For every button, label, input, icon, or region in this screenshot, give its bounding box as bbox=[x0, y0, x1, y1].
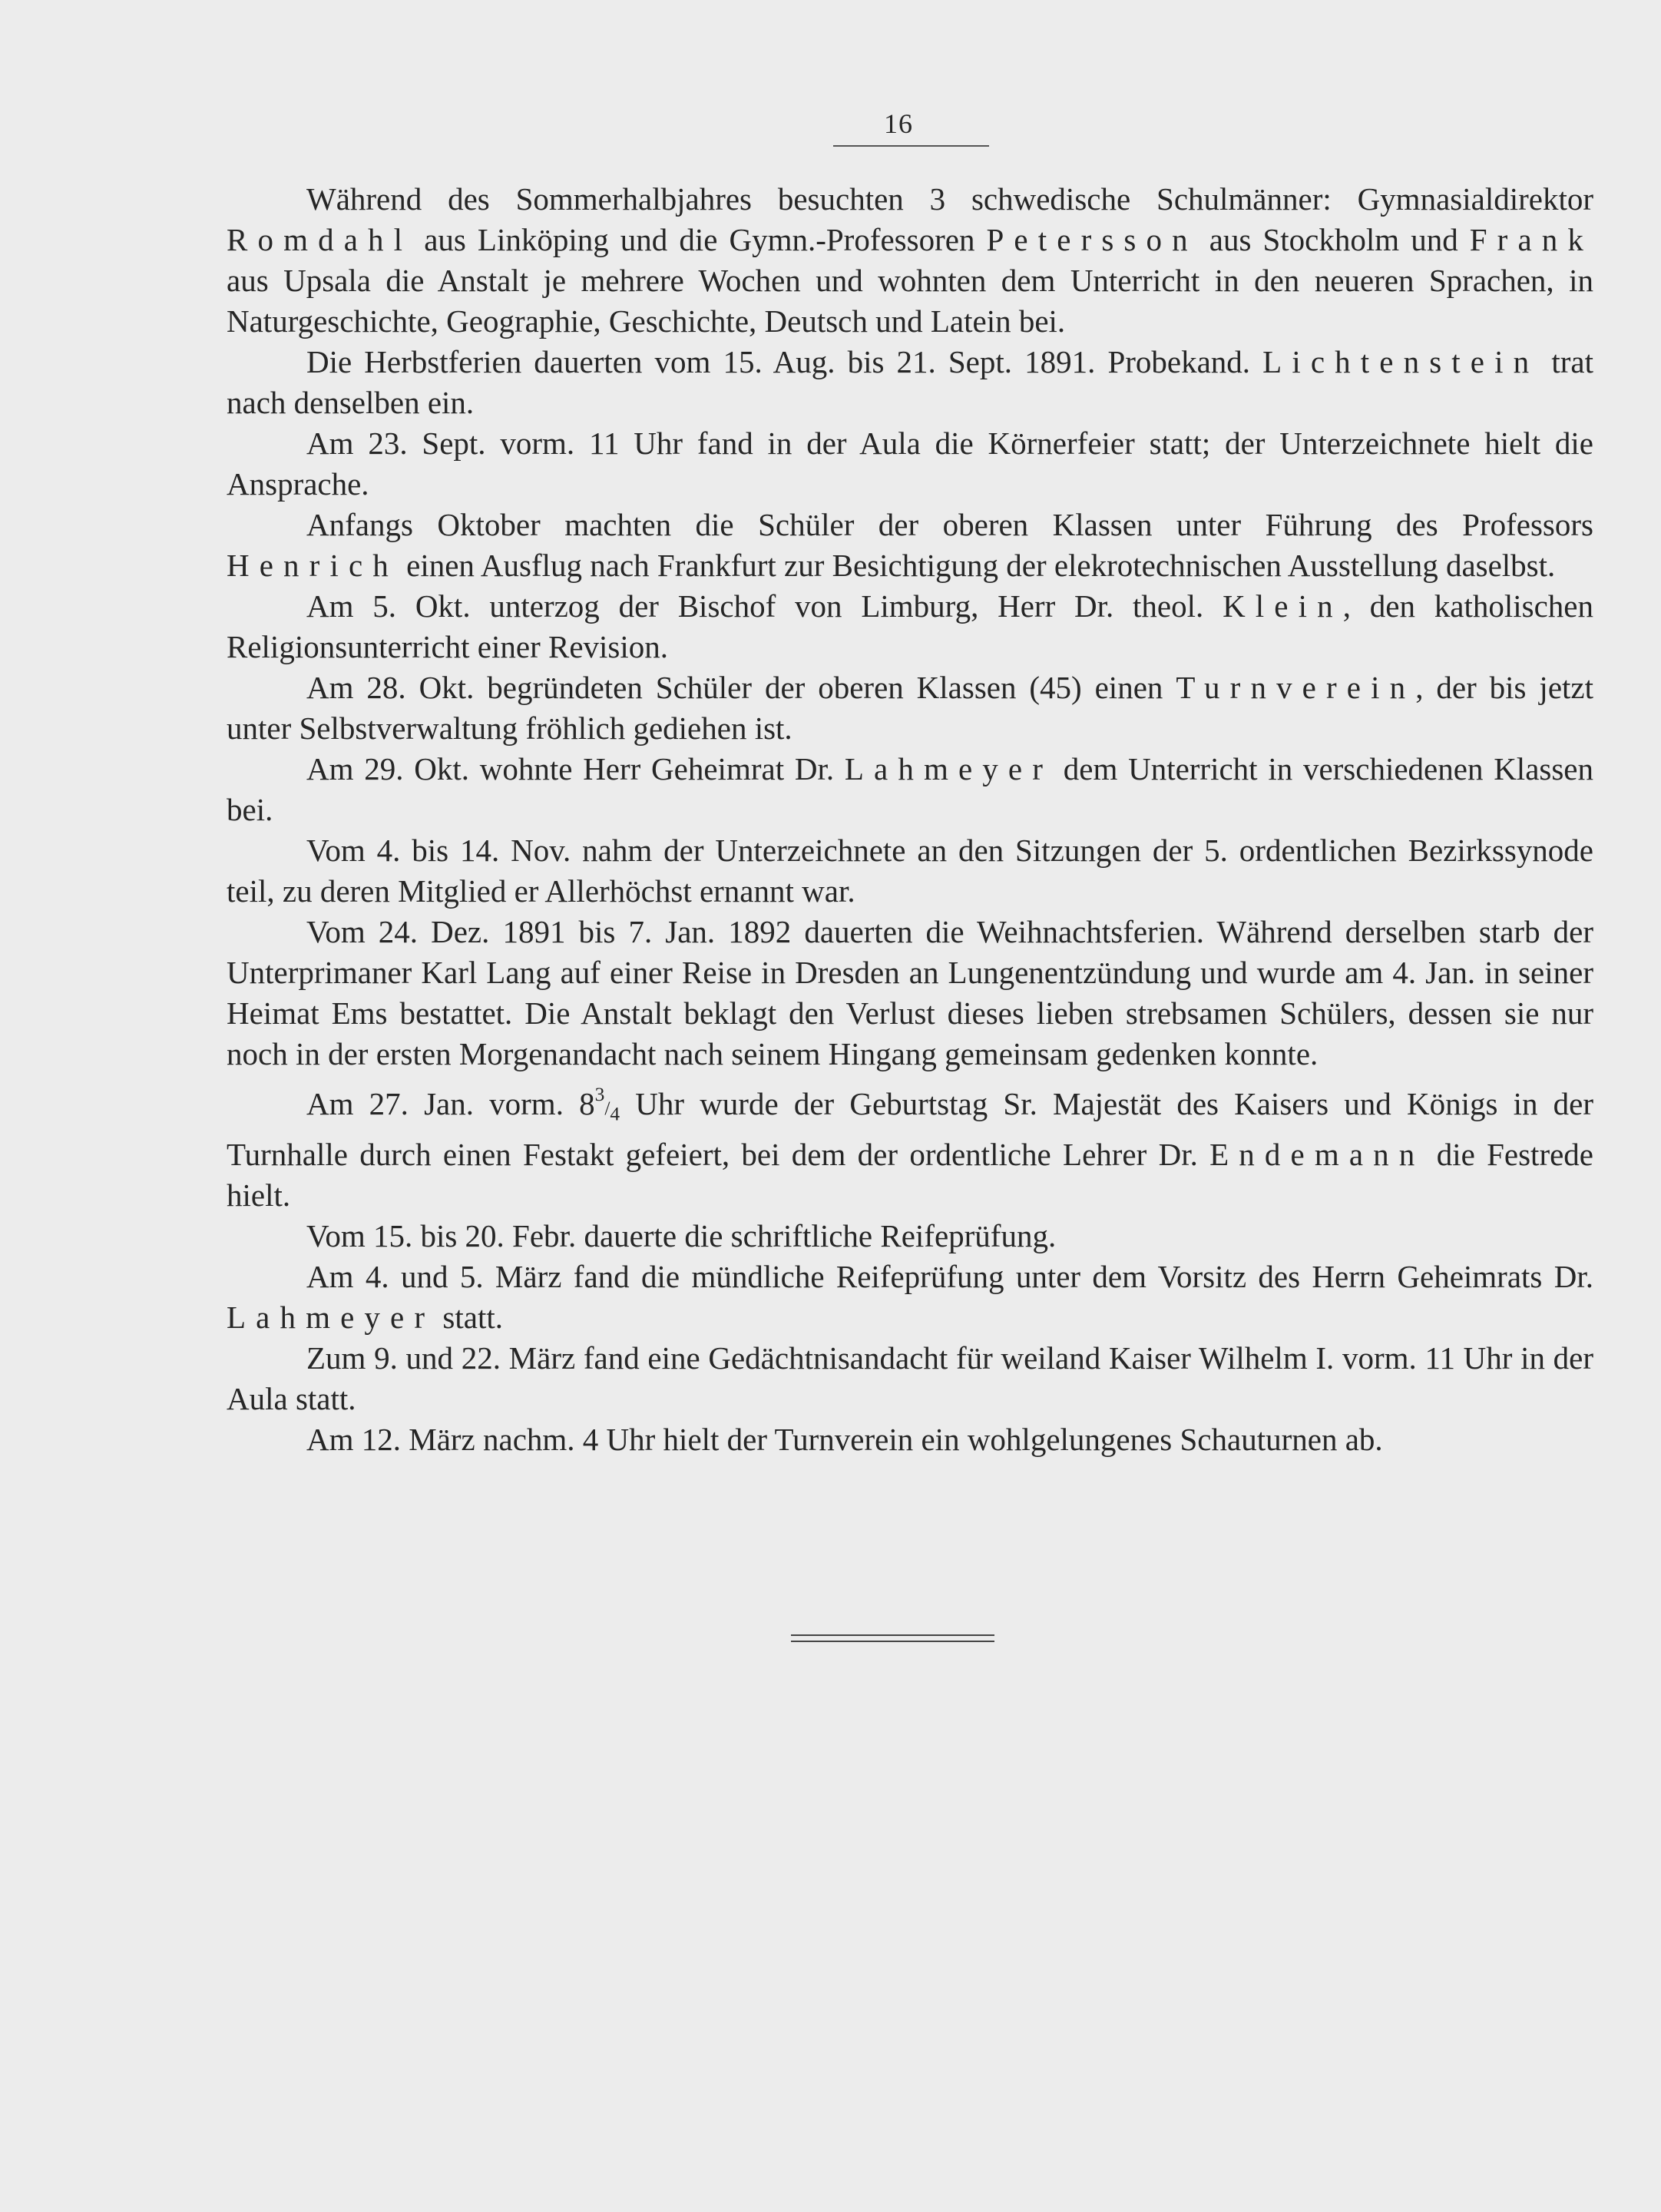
text-run: Vom 4. bis 14. Nov. nahm der Unterzeichnete an den Sitzungen der 5. ordentlichen Bezirkssynode teil, zu deren Mitglied er Allerhöchst ernannt war. bbox=[227, 833, 1593, 909]
paragraph bbox=[227, 586, 1593, 667]
text-run: statt. bbox=[435, 1300, 503, 1336]
spaced-name: Klein bbox=[1223, 588, 1343, 624]
paragraph bbox=[227, 423, 1593, 505]
paragraph bbox=[227, 342, 1593, 423]
spaced-name: Endemann bbox=[1209, 1137, 1425, 1173]
text-run: , der bis jetzt unter Selbstverwaltung fröhlich gediehen ist. bbox=[227, 670, 1593, 746]
paragraph bbox=[227, 912, 1593, 1075]
text-run: Während des Sommerhalbjahres besuchten 3 schwedische Schulmänner: Gymnasialdirektor bbox=[306, 181, 1593, 217]
text-run: Am 4. und 5. März fand die mündliche Reifeprüfung unter dem Vorsitz des Herrn Geheimrats Dr. bbox=[306, 1259, 1593, 1295]
text-run: dem Unterricht in verschiedenen Klassen bei. bbox=[227, 751, 1594, 827]
spaced-name: Romdahl bbox=[227, 222, 413, 257]
paragraph bbox=[227, 749, 1593, 830]
text-run: die Festrede hielt. bbox=[227, 1137, 1593, 1214]
text-run: aus Linköping und die Gymn.-Professoren bbox=[412, 222, 987, 257]
text-run: Am 12. März nachm. 4 Uhr hielt der Turnverein ein wohlgelungenes Schauturnen ab. bbox=[306, 1422, 1383, 1458]
spaced-name: Turnverein bbox=[1176, 670, 1416, 705]
paragraph bbox=[227, 1257, 1593, 1338]
page-number: 16 bbox=[884, 108, 913, 139]
spaced-name: Lahmeyer bbox=[844, 751, 1053, 786]
text-run: , den katholischen Religionsunterricht einer Revision. bbox=[227, 588, 1594, 664]
end-double-rule-top bbox=[791, 1634, 994, 1636]
end-double-rule-bottom bbox=[791, 1641, 994, 1642]
paragraph bbox=[227, 1075, 1593, 1216]
text-run: Am 28. Okt. begründeten Schüler der oberen Klassen (45) einen bbox=[306, 670, 1176, 705]
spaced-name: Lichtenstein bbox=[1262, 344, 1540, 379]
spaced-name: Frank bbox=[1469, 222, 1594, 257]
spaced-name: Lahmeyer bbox=[227, 1300, 435, 1336]
paragraph bbox=[227, 1419, 1593, 1460]
text-run: Zum 9. und 22. März fand eine Gedächtnisandacht für weiland Kaiser Wilhelm I. vorm. 11 Uhr in der Aula statt. bbox=[227, 1340, 1593, 1417]
spaced-name: Petersson bbox=[986, 222, 1198, 257]
page-number-rule bbox=[833, 145, 989, 147]
paragraph bbox=[227, 505, 1593, 586]
paragraph bbox=[227, 1216, 1593, 1257]
text-run: Anfangs Oktober machten die Schüler der oberen Klassen unter Führung des Professors bbox=[306, 507, 1593, 542]
paragraph bbox=[227, 667, 1593, 749]
paragraph bbox=[227, 179, 1593, 342]
paragraph bbox=[227, 830, 1593, 912]
text-run: Am 23. Sept. vorm. 11 Uhr fand in der Aula die Körnerfeier statt; der Unterzeichnete hielt die Ansprache. bbox=[227, 426, 1593, 502]
paragraph bbox=[227, 1338, 1593, 1419]
body-text bbox=[227, 179, 1593, 1460]
text-run: Am 29. Okt. wohnte Herr Geheimrat Dr. bbox=[306, 751, 845, 786]
text-run: Die Herbstferien dauerten vom 15. Aug. bis 21. Sept. 1891. Probekand. bbox=[306, 344, 1263, 379]
text-run: einen Ausflug nach Frankfurt zur Besichtigung der elekrotechnischen Ausstellung daselbst. bbox=[398, 548, 1556, 583]
text-run: Am 27. Jan. vorm. 8 bbox=[306, 1085, 595, 1121]
fraction: 3/4 bbox=[594, 1084, 620, 1125]
text-run: trat nach denselben ein. bbox=[227, 344, 1593, 420]
text-run: Am 5. Okt. unterzog der Bischof von Limburg, Herr Dr. theol. bbox=[306, 588, 1223, 624]
text-run: aus Upsala die Anstalt je mehrere Wochen und wohnten dem Unterricht in den neueren Sprachen, in Naturgeschichte, Geographie, Geschichte, Deutsch und Latein bei. bbox=[227, 263, 1593, 339]
text-run: Vom 24. Dez. 1891 bis 7. Jan. 1892 dauerten die Weihnachtsferien. Während derselben starb der Unterprimaner Karl Lang auf einer Reise in Dresden an Lungenentzündung und wurde am 4. Jan. in seiner Heimat Ems bestattet. Die Anstalt beklagt den Verlust dieses lieben strebsamen Schülers, dessen sie nur noch in der ersten Morgenandacht nach seinem Hingang gemeinsam gedenken konnte. bbox=[227, 914, 1593, 1071]
text-run: Vom 15. bis 20. Febr. dauerte die schriftliche Reifeprüfung. bbox=[306, 1218, 1057, 1254]
text-run: aus Stockholm und bbox=[1197, 222, 1470, 257]
spaced-name: Henrich bbox=[227, 548, 399, 583]
text-run: Uhr wurde der Geburtstag Sr. Majestät des Kaisers und Königs in der Turnhalle durch einen Festakt gefeiert, bei dem der ordentliche Lehrer Dr. bbox=[227, 1085, 1593, 1173]
